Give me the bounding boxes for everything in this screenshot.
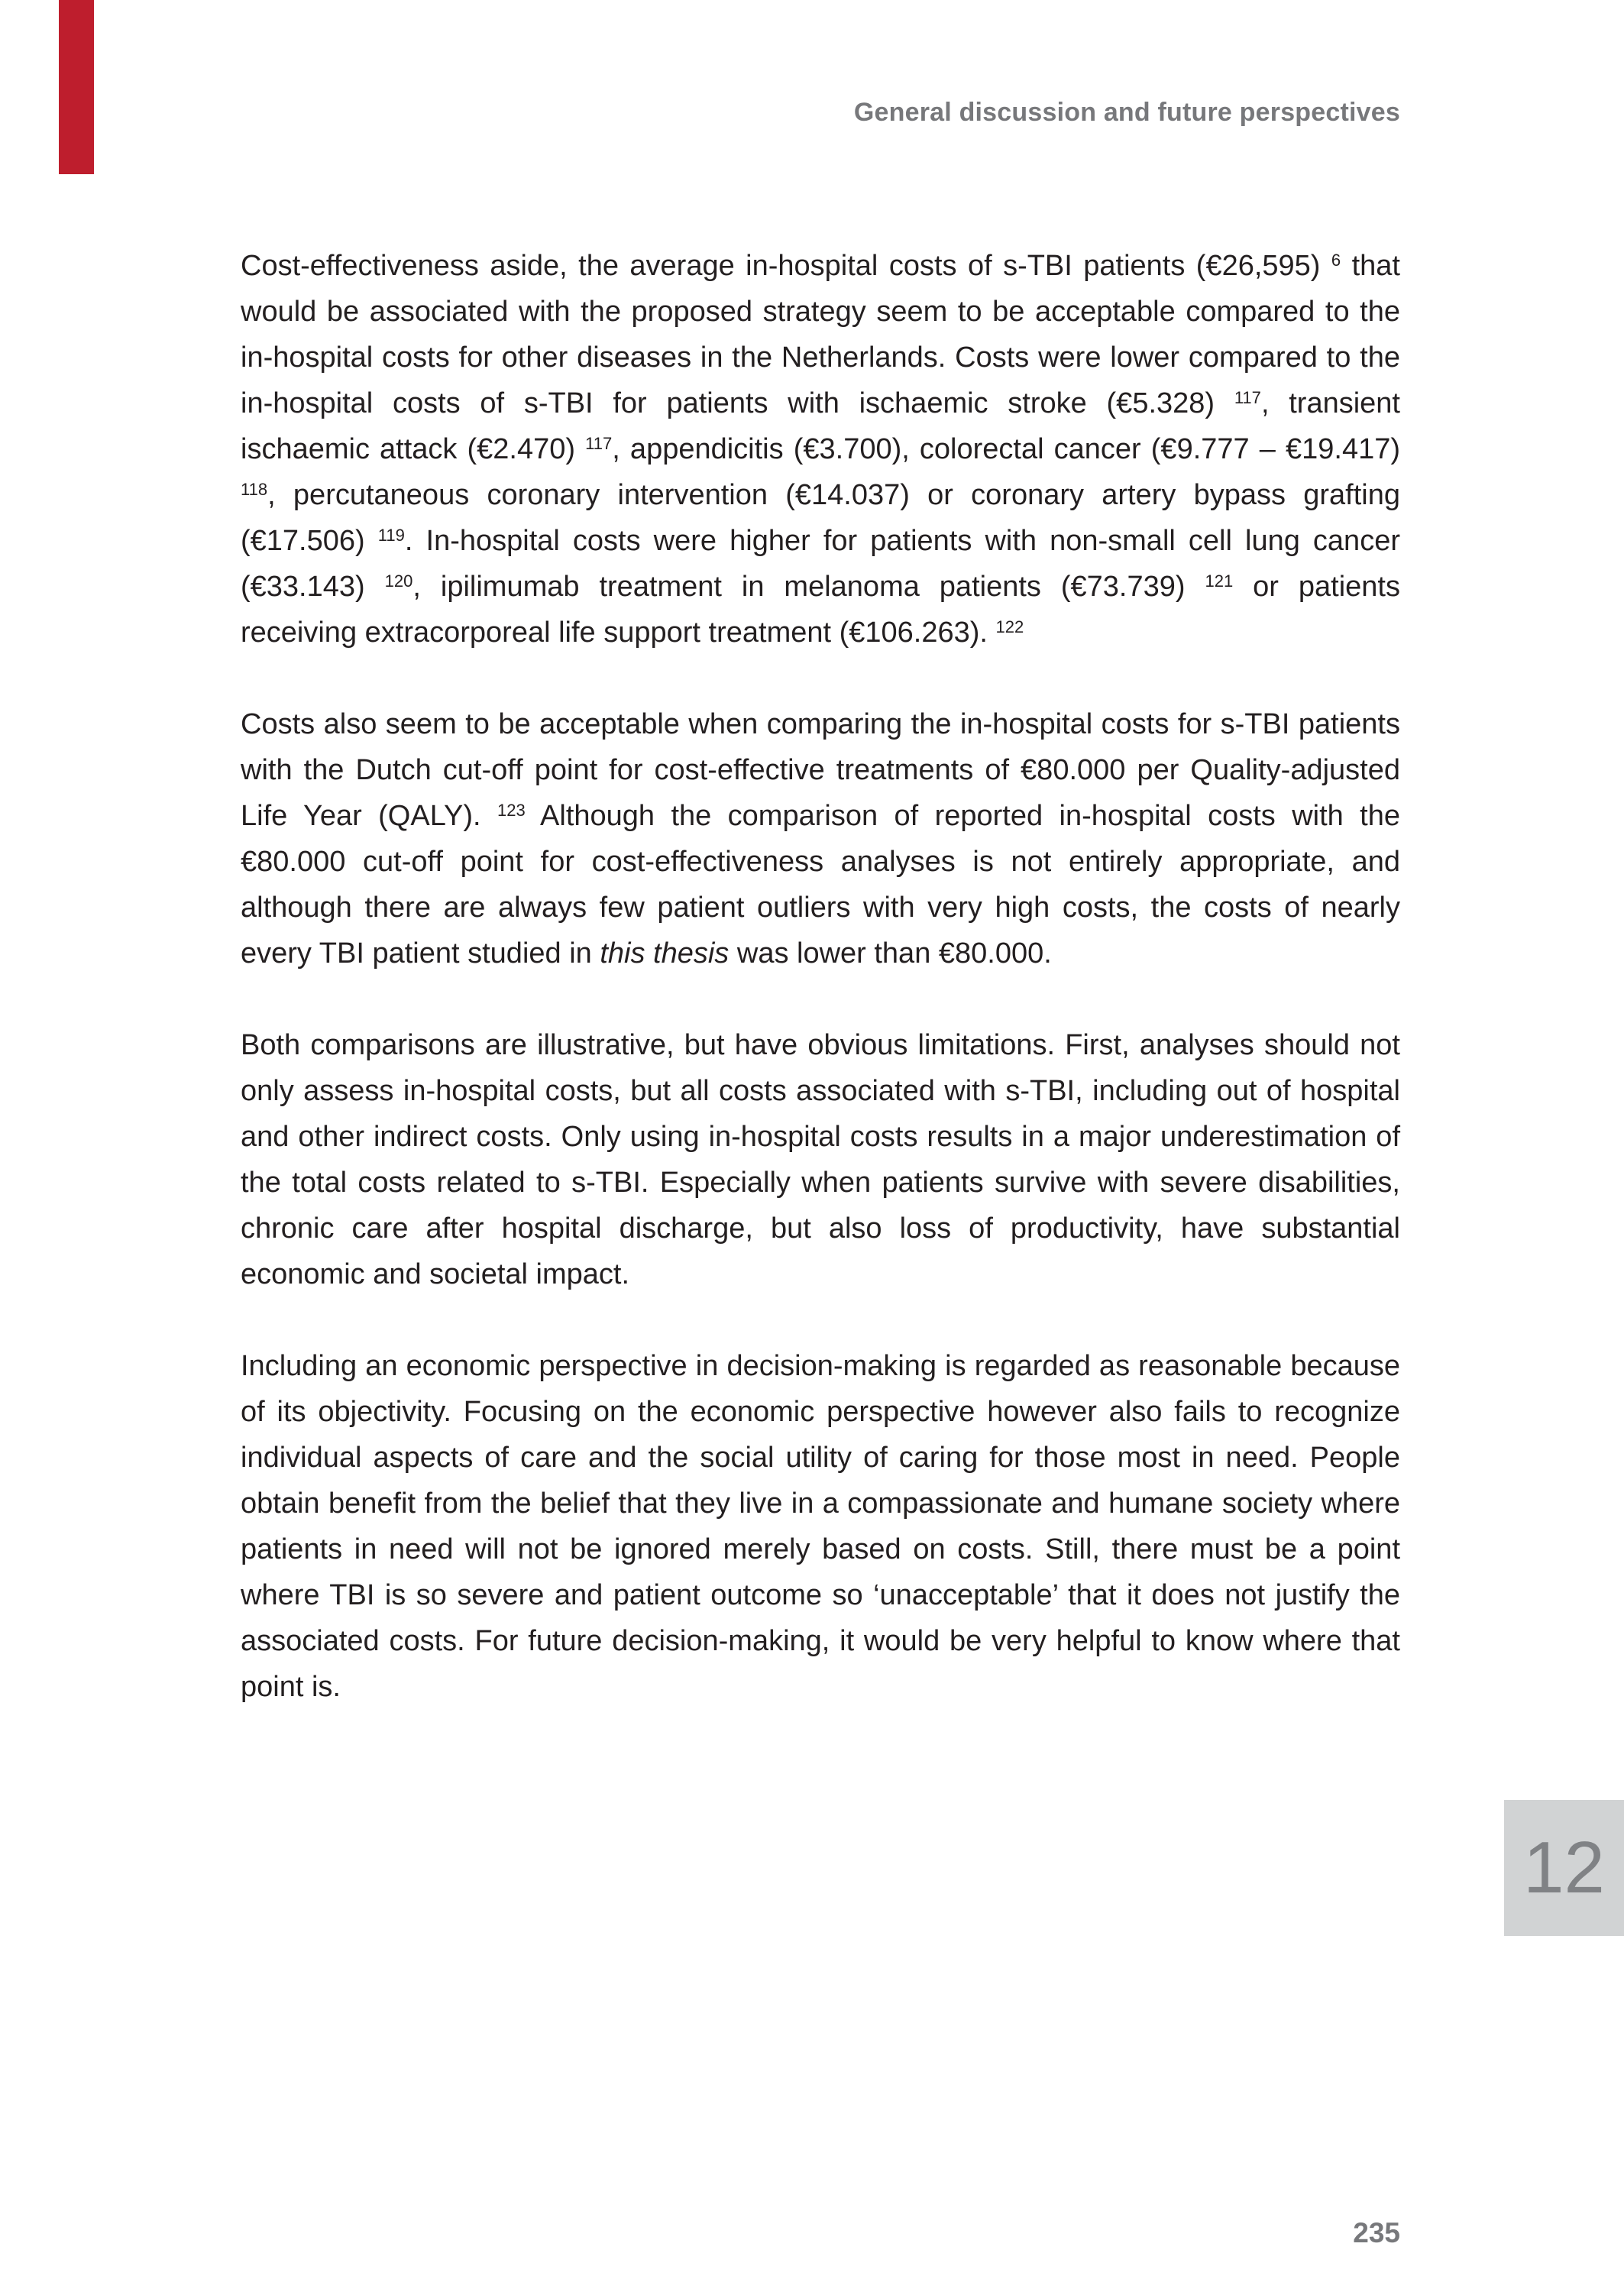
running-header-text: General discussion and future perspectives: [853, 98, 1400, 127]
page-number: 235: [1353, 2217, 1400, 2248]
paragraph-qaly-cutoff: Costs also seem to be acceptable when comparing the in-hospital costs for s-TBI patients with the Dutch cut-off point for cost-effective treatments of €80.000 per Quality-adjusted Life Year (QALY). $^{123}$ Although the comparison of reported in-hospital costs with the €80.000 cut-off point for cost-effectiveness analyses is not entirely appropriate, and although there are always few patient outliers with very high costs, the costs of nearly every TBI patient studied in this thesis was lower than €80.000.: [241, 708, 1400, 970]
running-header: [241, 98, 1400, 128]
chapter-number: 12: [1523, 1827, 1605, 1908]
paragraph-costs-comparison: Cost-effectiveness aside, the average in-hospital costs of s-TBI patients (€26,595) $^6$ that would be associated with the proposed strategy seem to be acceptable compared to the in-hospital costs for other diseases in the Netherlands. Costs were lower compared to the in-hospital costs of s-TBI for patients with ischaemic stroke (€5.328) $^{117}$, transient ischaemic attack (€2.470) $^{117}$, appendicitis (€3.700), colorectal cancer (€9.777 – €19.417) $^{118}$, percutaneous coronary intervention (€14.037) or coronary artery bypass grafting (€17.506) $^{119}$. In-hospital costs were higher for patients with non-small cell lung cancer (€33.143) $^{120}$, ipilimumab treatment in melanoma patients (€73.739) $^{121}$ or patients receiving extracorporeal life support treatment (€106.263). $^{122}$: [241, 250, 1401, 649]
page-content: [241, 243, 1400, 1756]
paragraph-limitations: Both comparisons are illustrative, but have obvious limitations. First, analyses should not only assess in-hospital costs, but all costs associated with s-TBI, including out of hospital and other indirect costs. Only using in-hospital costs results in a major underestimation of the total costs related to s-TBI. Especially when patients survive with severe disabilities, chronic care after hospital discharge, but also loss of productivity, have substantial economic and societal impact.: [241, 1029, 1400, 1290]
chapter-tab: [1504, 1800, 1624, 1936]
chapter-accent-bar: [59, 0, 94, 174]
paragraph-economic-perspective: Including an economic perspective in decision-making is regarded as reasonable because of its objectivity. Focusing on the economic perspective however also fails to recognize individual aspects of care and the social utility of caring for those most in need. People obtain benefit from the belief that they live in a compassionate and humane society where patients in need will not be ignored merely based on costs. Still, there must be a point where TBI is so severe and patient outcome so ‘unacceptable’ that it does not justify the associated costs. For future decision-making, it would be very helpful to know where that point is.: [241, 1350, 1400, 1703]
